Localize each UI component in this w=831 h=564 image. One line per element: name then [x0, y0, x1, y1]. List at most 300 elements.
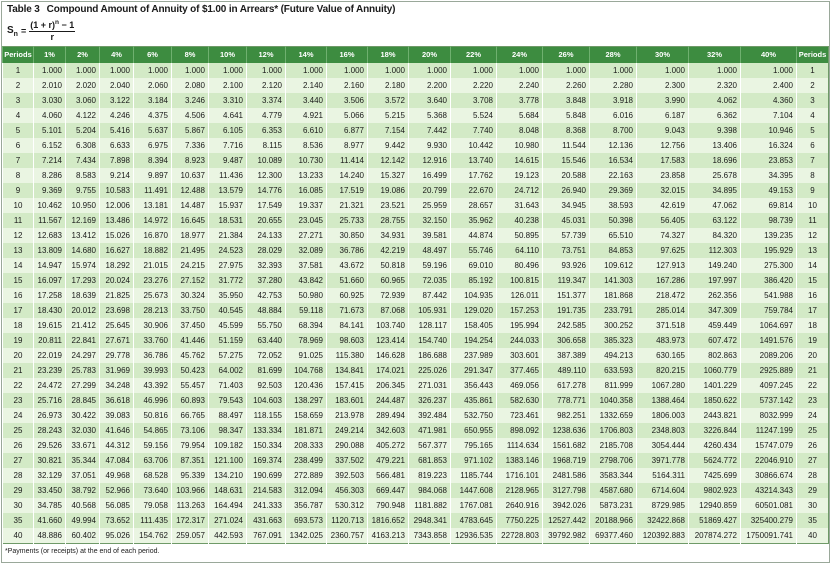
annuity-value: 898.092 — [497, 423, 543, 438]
table-row — [3, 303, 829, 318]
table-row — [3, 153, 829, 168]
annuity-value: 1.000 — [451, 63, 497, 78]
annuity-value: 14.680 — [66, 243, 100, 258]
annuity-value: 20.811 — [34, 333, 66, 348]
annuity-value: 55.746 — [451, 243, 497, 258]
annuity-value: 1040.358 — [590, 393, 637, 408]
annuity-value: 5164.311 — [637, 468, 689, 483]
period-label-right: 40 — [797, 528, 829, 544]
table-number: Table 3 — [7, 4, 40, 15]
annuity-value: 36.618 — [100, 393, 134, 408]
footnote: *Payments (or receipts) at the end of each period. — [5, 548, 160, 555]
annuity-value: 68.528 — [134, 468, 172, 483]
annuity-value: 113.263 — [172, 498, 209, 513]
annuity-value: 32.129 — [34, 468, 66, 483]
period-label-right: 10 — [797, 198, 829, 213]
period-label: 5 — [3, 123, 34, 138]
formula-fraction — [29, 20, 75, 43]
annuity-value: 154.762 — [134, 528, 172, 544]
annuity-value: 1332.659 — [590, 408, 637, 423]
annuity-value: 9.214 — [100, 168, 134, 183]
annuity-value: 1816.652 — [368, 513, 409, 528]
annuity-value: 48.497 — [409, 243, 451, 258]
annuity-value: 1491.576 — [741, 333, 797, 348]
annuity-value: 34.785 — [34, 498, 66, 513]
annuity-table — [2, 46, 829, 544]
annuity-value: 29.778 — [100, 348, 134, 363]
annuity-value: 28.845 — [66, 393, 100, 408]
annuity-value: 325400.279 — [741, 513, 797, 528]
annuity-value: 10.946 — [741, 123, 797, 138]
annuity-value: 50.818 — [368, 258, 409, 273]
period-label-right: 20 — [797, 348, 829, 363]
annuity-value: 21.321 — [327, 198, 368, 213]
annuity-value: 3.060 — [66, 93, 100, 108]
rate-column-header: 10% — [209, 47, 247, 64]
table-row — [3, 408, 829, 423]
annuity-value: 26.940 — [543, 183, 590, 198]
annuity-value: 48.884 — [247, 303, 286, 318]
annuity-value: 49.994 — [66, 513, 100, 528]
period-label: 13 — [3, 243, 34, 258]
annuity-value: 79.954 — [172, 438, 209, 453]
annuity-value: 5.066 — [327, 108, 368, 123]
annuity-value: 93.926 — [543, 258, 590, 273]
annuity-value: 5.524 — [451, 108, 497, 123]
annuity-value: 8032.999 — [741, 408, 797, 423]
annuity-value: 7.898 — [100, 153, 134, 168]
annuity-value: 6714.604 — [637, 483, 689, 498]
annuity-value: 30866.674 — [741, 468, 797, 483]
annuity-value: 8.536 — [286, 138, 327, 153]
table-row — [3, 93, 829, 108]
period-label-right: 6 — [797, 138, 829, 153]
annuity-value: 35.344 — [66, 453, 100, 468]
table-row — [3, 258, 829, 273]
annuity-value: 778.771 — [543, 393, 590, 408]
rate-column-header: 1% — [34, 47, 66, 64]
annuity-value: 73.751 — [543, 243, 590, 258]
annuity-value: 103.740 — [368, 318, 409, 333]
annuity-value: 151.377 — [543, 288, 590, 303]
annuity-value: 206.345 — [368, 378, 409, 393]
annuity-value: 10.089 — [247, 153, 286, 168]
annuity-value: 2348.803 — [637, 423, 689, 438]
table-row — [3, 348, 829, 363]
annuity-value: 4783.645 — [451, 513, 497, 528]
annuity-value: 18.430 — [34, 303, 66, 318]
annuity-value: 2.180 — [368, 78, 409, 93]
rate-column-header: 16% — [327, 47, 368, 64]
period-label: 23 — [3, 393, 34, 408]
annuity-value: 371.518 — [637, 318, 689, 333]
annuity-value: 5.637 — [134, 123, 172, 138]
table-row — [3, 213, 829, 228]
annuity-value: 181.868 — [590, 288, 637, 303]
annuity-value: 28.657 — [451, 198, 497, 213]
table-row — [3, 123, 829, 138]
annuity-value: 120.436 — [286, 378, 327, 393]
annuity-value: 1.000 — [34, 63, 66, 78]
annuity-value: 23.858 — [637, 168, 689, 183]
table-row — [3, 393, 829, 408]
annuity-value: 6.877 — [327, 123, 368, 138]
annuity-value: 78.969 — [286, 333, 327, 348]
annuity-value: 207874.272 — [689, 528, 741, 544]
annuity-value: 20.024 — [100, 273, 134, 288]
annuity-value: 1401.229 — [689, 378, 741, 393]
annuity-value: 3.708 — [451, 93, 497, 108]
annuity-value: 139.235 — [741, 228, 797, 243]
annuity-value: 2.400 — [741, 78, 797, 93]
annuity-value: 1383.146 — [497, 453, 543, 468]
annuity-value: 567.377 — [409, 438, 451, 453]
annuity-value: 15.026 — [100, 228, 134, 243]
annuity-value: 7.154 — [368, 123, 409, 138]
periods-column-header: Periods — [3, 47, 34, 64]
annuity-value: 16.870 — [134, 228, 172, 243]
annuity-value: 9.043 — [637, 123, 689, 138]
annuity-value: 13.486 — [100, 213, 134, 228]
annuity-value: 1.000 — [327, 63, 368, 78]
annuity-value: 84.320 — [689, 228, 741, 243]
annuity-value: 6.633 — [100, 138, 134, 153]
annuity-value: 43.392 — [134, 378, 172, 393]
annuity-value: 2.020 — [66, 78, 100, 93]
formula-numerator: $(1 + r)^n - 1$ — [30, 18, 75, 30]
annuity-value: 5.684 — [497, 108, 543, 123]
annuity-value: 4.122 — [66, 108, 100, 123]
annuity-value: 1447.608 — [451, 483, 497, 498]
annuity-value: 40.238 — [497, 213, 543, 228]
period-label: 16 — [3, 288, 34, 303]
annuity-value: 98.347 — [209, 423, 247, 438]
annuity-value: 22.841 — [66, 333, 100, 348]
annuity-value: 9.930 — [409, 138, 451, 153]
annuity-value: 312.094 — [286, 483, 327, 498]
annuity-value: 63.122 — [689, 213, 741, 228]
annuity-value: 41.646 — [100, 423, 134, 438]
annuity-value: 532.750 — [451, 408, 497, 423]
annuity-value: 157.253 — [497, 303, 543, 318]
annuity-value: 27.671 — [100, 333, 134, 348]
annuity-value: 12.683 — [34, 228, 66, 243]
annuity-value: 34.248 — [100, 378, 134, 393]
annuity-value: 60.893 — [172, 393, 209, 408]
annuity-value: 47.062 — [689, 198, 741, 213]
annuity-value: 158.659 — [286, 408, 327, 423]
annuity-value: 12.488 — [172, 183, 209, 198]
annuity-value: 36.786 — [134, 348, 172, 363]
annuity-value: 8.977 — [327, 138, 368, 153]
period-label: 10 — [3, 198, 34, 213]
annuity-value: 213.978 — [327, 408, 368, 423]
annuity-value: 244.487 — [368, 393, 409, 408]
annuity-value: 39792.982 — [543, 528, 590, 544]
annuity-value: 12.136 — [590, 138, 637, 153]
annuity-value: 64.110 — [497, 243, 543, 258]
annuity-value: 43.672 — [327, 258, 368, 273]
annuity-value: 23.045 — [286, 213, 327, 228]
annuity-value: 5.215 — [368, 108, 409, 123]
annuity-value: 1.000 — [409, 63, 451, 78]
annuity-value: 290.088 — [327, 438, 368, 453]
period-label-right: 23 — [797, 393, 829, 408]
annuity-value: 16.627 — [100, 243, 134, 258]
annuity-value: 8.583 — [66, 168, 100, 183]
annuity-value: 20.799 — [409, 183, 451, 198]
annuity-value: 29.526 — [34, 438, 66, 453]
annuity-value: 6.610 — [286, 123, 327, 138]
annuity-value: 23.698 — [100, 303, 134, 318]
annuity-value: 37.280 — [247, 273, 286, 288]
table-row — [3, 198, 829, 213]
annuity-value: 2.160 — [327, 78, 368, 93]
annuity-value: 97.625 — [637, 243, 689, 258]
annuity-value: 2.100 — [209, 78, 247, 93]
annuity-value: 3.440 — [286, 93, 327, 108]
table-row — [3, 138, 829, 153]
period-label-right: 12 — [797, 228, 829, 243]
annuity-value: 133.334 — [247, 423, 286, 438]
annuity-value: 3.572 — [368, 93, 409, 108]
annuity-value: 2640.916 — [497, 498, 543, 513]
annuity-value: 8.368 — [543, 123, 590, 138]
annuity-value: 73.640 — [134, 483, 172, 498]
annuity-value: 10.730 — [286, 153, 327, 168]
annuity-value: 104.935 — [451, 288, 497, 303]
annuity-value: 134.841 — [327, 363, 368, 378]
annuity-value: 183.601 — [327, 393, 368, 408]
periods-column-header: Periods — [797, 47, 829, 64]
period-label: 9 — [3, 183, 34, 198]
period-label-right: 8 — [797, 168, 829, 183]
period-label: 24 — [3, 408, 34, 423]
annuity-value: 22.670 — [451, 183, 497, 198]
annuity-value: 38.593 — [590, 198, 637, 213]
annuity-value: 7.214 — [34, 153, 66, 168]
annuity-value: 300.252 — [590, 318, 637, 333]
annuity-value: 2.140 — [286, 78, 327, 93]
annuity-value: 119.347 — [543, 273, 590, 288]
annuity-value: 109.182 — [209, 438, 247, 453]
annuity-value: 15.327 — [368, 168, 409, 183]
annuity-value: 69377.460 — [590, 528, 637, 544]
annuity-value: 306.658 — [543, 333, 590, 348]
annuity-value: 8.115 — [247, 138, 286, 153]
period-label-right: 30 — [797, 498, 829, 513]
annuity-value: 23.853 — [741, 153, 797, 168]
annuity-value: 30.906 — [134, 318, 172, 333]
annuity-value: 3.246 — [172, 93, 209, 108]
annuity-value: 1850.622 — [689, 393, 741, 408]
annuity-value: 15.974 — [66, 258, 100, 273]
annuity-value: 7.442 — [409, 123, 451, 138]
annuity-value: 18.696 — [689, 153, 741, 168]
annuity-value: 194.254 — [451, 333, 497, 348]
rate-column-header: 6% — [134, 47, 172, 64]
period-label-right: 28 — [797, 468, 829, 483]
annuity-value: 244.033 — [497, 333, 543, 348]
annuity-value: 617.278 — [543, 378, 590, 393]
annuity-value: 51.660 — [327, 273, 368, 288]
annuity-value: 73.652 — [100, 513, 134, 528]
annuity-value: 6.975 — [134, 138, 172, 153]
annuity-value: 693.573 — [286, 513, 327, 528]
annuity-value: 154.740 — [409, 333, 451, 348]
annuity-value: 10.980 — [497, 138, 543, 153]
annuity-value: 1.000 — [134, 63, 172, 78]
annuity-value: 9.755 — [66, 183, 100, 198]
annuity-value: 191.735 — [543, 303, 590, 318]
annuity-value: 33.450 — [34, 483, 66, 498]
annuity-value: 47.084 — [100, 453, 134, 468]
annuity-value: 1.000 — [172, 63, 209, 78]
annuity-value: 3942.026 — [543, 498, 590, 513]
annuity-value: 7.336 — [172, 138, 209, 153]
annuity-value: 11.436 — [209, 168, 247, 183]
annuity-value: 181.871 — [286, 423, 327, 438]
period-label: 21 — [3, 363, 34, 378]
annuity-value: 13.740 — [451, 153, 497, 168]
annuity-value: 19.615 — [34, 318, 66, 333]
annuity-value: 342.603 — [368, 423, 409, 438]
annuity-value: 3.640 — [409, 93, 451, 108]
annuity-value: 483.973 — [637, 333, 689, 348]
annuity-value: 197.997 — [689, 273, 741, 288]
table-row — [3, 243, 829, 258]
annuity-value: 7.716 — [209, 138, 247, 153]
annuity-value: 60.965 — [368, 273, 409, 288]
annuity-value: 104.603 — [247, 393, 286, 408]
annuity-value: 23.239 — [34, 363, 66, 378]
annuity-value: 88.497 — [209, 408, 247, 423]
period-label-right: 9 — [797, 183, 829, 198]
annuity-value: 5873.231 — [590, 498, 637, 513]
annuity-value: 4.375 — [134, 108, 172, 123]
table-row — [3, 528, 829, 544]
annuity-value: 87.442 — [409, 288, 451, 303]
annuity-value: 49.153 — [741, 183, 797, 198]
annuity-value: 17.293 — [66, 273, 100, 288]
table-row — [3, 498, 829, 513]
period-label: 20 — [3, 348, 34, 363]
annuity-value: 456.303 — [327, 483, 368, 498]
table-row — [3, 168, 829, 183]
period-label-right: 7 — [797, 153, 829, 168]
period-label: 27 — [3, 453, 34, 468]
period-label-right: 11 — [797, 213, 829, 228]
period-label: 40 — [3, 528, 34, 544]
annuity-value: 13.412 — [66, 228, 100, 243]
table-row — [3, 513, 829, 528]
table-row — [3, 483, 829, 498]
annuity-value: 138.297 — [286, 393, 327, 408]
annuity-value: 3.848 — [543, 93, 590, 108]
period-label: 8 — [3, 168, 34, 183]
annuity-value: 12.142 — [368, 153, 409, 168]
annuity-value: 233.791 — [590, 303, 637, 318]
annuity-value: 9.897 — [134, 168, 172, 183]
annuity-value: 79.058 — [134, 498, 172, 513]
annuity-value: 41.660 — [34, 513, 66, 528]
annuity-value: 84.141 — [327, 318, 368, 333]
annuity-value: 25.645 — [100, 318, 134, 333]
annuity-value: 17.519 — [327, 183, 368, 198]
annuity-value: 141.303 — [590, 273, 637, 288]
annuity-value: 18.882 — [134, 243, 172, 258]
annuity-value: 72.939 — [368, 288, 409, 303]
annuity-value: 650.955 — [451, 423, 497, 438]
annuity-value: 392.484 — [409, 408, 451, 423]
annuity-value: 2.240 — [497, 78, 543, 93]
period-label-right: 24 — [797, 408, 829, 423]
rate-column-header: 8% — [172, 47, 209, 64]
annuity-value: 71.673 — [327, 303, 368, 318]
annuity-value: 158.405 — [451, 318, 497, 333]
annuity-value: 57.275 — [209, 348, 247, 363]
annuity-value: 23.521 — [368, 198, 409, 213]
table-row — [3, 333, 829, 348]
annuity-value: 11.567 — [34, 213, 66, 228]
formula-symbol: $S_n$ — [7, 24, 18, 38]
annuity-value: 1067.280 — [637, 378, 689, 393]
annuity-value: 120392.883 — [637, 528, 689, 544]
annuity-value: 56.405 — [637, 213, 689, 228]
annuity-value: 21.495 — [172, 243, 209, 258]
annuity-value: 30.850 — [327, 228, 368, 243]
annuity-value: 21.825 — [100, 288, 134, 303]
period-label: 6 — [3, 138, 34, 153]
table-row — [3, 288, 829, 303]
annuity-value: 1750091.741 — [741, 528, 797, 544]
annuity-value: 8729.985 — [637, 498, 689, 513]
annuity-value: 45.031 — [543, 213, 590, 228]
annuity-value: 14.947 — [34, 258, 66, 273]
annuity-value: 40.568 — [66, 498, 100, 513]
annuity-value: 49.968 — [100, 468, 134, 483]
annuity-value: 24.133 — [247, 228, 286, 243]
annuity-value: 1716.101 — [497, 468, 543, 483]
annuity-value: 21.412 — [66, 318, 100, 333]
annuity-value: 149.240 — [689, 258, 741, 273]
period-label: 30 — [3, 498, 34, 513]
annuity-formula — [7, 17, 75, 45]
annuity-value: 24.472 — [34, 378, 66, 393]
annuity-value: 582.630 — [497, 393, 543, 408]
annuity-value: 134.210 — [209, 468, 247, 483]
annuity-value: 1.000 — [368, 63, 409, 78]
annuity-value: 17.583 — [637, 153, 689, 168]
table-row — [3, 423, 829, 438]
period-label: 19 — [3, 333, 34, 348]
annuity-value: 126.011 — [497, 288, 543, 303]
table-row — [3, 378, 829, 393]
annuity-value: 14.776 — [247, 183, 286, 198]
annuity-value: 811.999 — [590, 378, 637, 393]
annuity-value: 385.323 — [590, 333, 637, 348]
annuity-value: 27.975 — [209, 258, 247, 273]
annuity-value: 71.403 — [209, 378, 247, 393]
annuity-value: 10.950 — [66, 198, 100, 213]
annuity-value: 249.214 — [327, 423, 368, 438]
annuity-value: 337.502 — [327, 453, 368, 468]
annuity-value: 55.457 — [172, 378, 209, 393]
annuity-value: 5624.772 — [689, 453, 741, 468]
annuity-value: 13.579 — [209, 183, 247, 198]
annuity-value: 6.187 — [637, 108, 689, 123]
annuity-value: 43214.343 — [741, 483, 797, 498]
